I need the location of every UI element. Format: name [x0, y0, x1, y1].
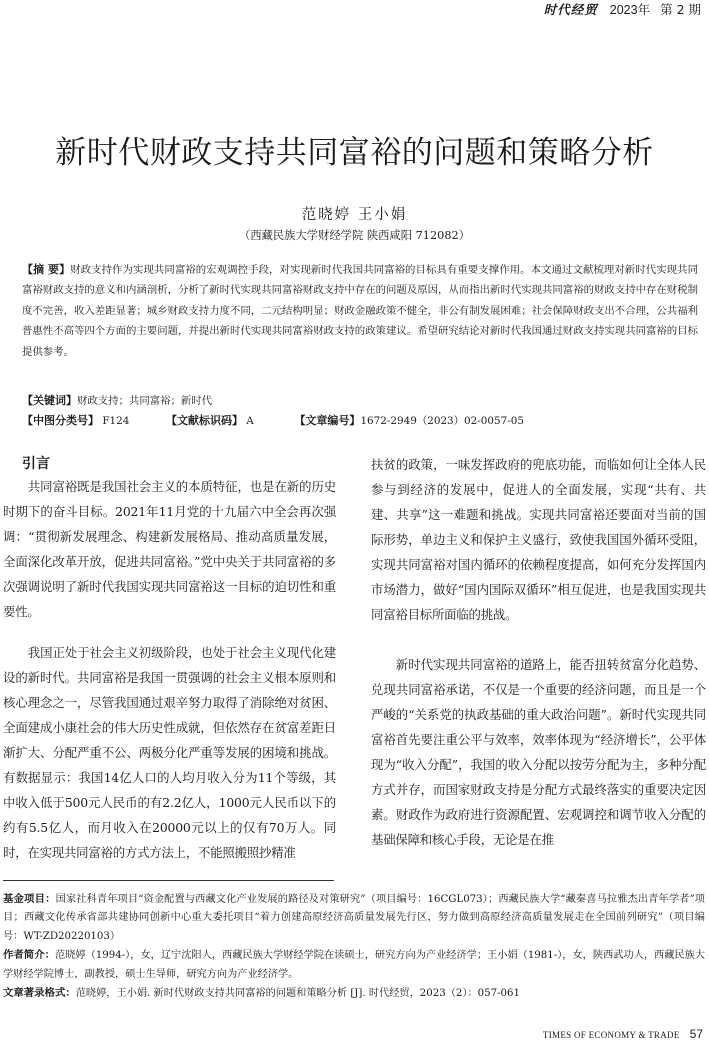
funding-note [3, 890, 705, 946]
abstract-text: 财政支持作为实现共同富裕的宏观调控手段，对实现新时代我国共同富裕的目标具有重要支撑作用。本文通过文献梳理对新时代实现共同富裕财政支持的意义和内涵剖析，分析了新时代实现共同富裕财政支持中存在的问题及原因，从而指出新时代实现共同富裕的财政支持中存在财税制度不完善，收入差距显著；城乡财政支持力度不同，二元结构明显；财政金融政策不健全，非公有制发展困难；社会保障财政支出不合理，公共福利普惠性不高等四个方面的主要问题，并提出新时代实现共同富裕财政支持的政策建议。希望研究结论对新时代我国通过财政支持实现共同富裕的目标提供参考。 [22, 264, 698, 358]
footnotes [3, 890, 705, 1003]
clc-value: F124 [102, 415, 130, 427]
citation-text: 范晓婷，王小娟. 新时代财政支持共同富裕的问题和策略分析 [J]. 时代经贸，2023（2）：057-061 [75, 988, 520, 1000]
left-column [3, 474, 336, 865]
body-paragraph: 我国正处于社会主义初级阶段，也处于社会主义现代化建设的新时代。共同富裕是我国一贯强调的社会主义根本原则和核心理念之一，尽管我国通过艰辛努力取得了消除绝对贫困、全面建成小康社会的伟大历史性成就，但依然存在贫富差距日渐扩大、分配严重不公、两极分化严重等发展的困境和挑战。有数据显示：我国14亿人口的人均月收入分为11个等级，其中收入低于500元人民币的有2.2亿人，1000元人民币以下的约有5.5亿人，而月收入在20000元以上的仅有70万人。同时，在实现共同富裕的方式方法上，不能照搬照抄精准 [3, 645, 336, 860]
author-affiliation: （西藏民族大学财经学院 陕西咸阳 712082） [238, 229, 471, 242]
author-bio-note [3, 946, 705, 984]
journal-issue: 第 2 期 [660, 2, 701, 17]
journal-year: 2023年 [609, 3, 651, 17]
page-footer [543, 1027, 703, 1042]
funding-label: 基金项目： [3, 893, 56, 905]
keywords-text: 财政支持；共同富裕；新时代 [77, 395, 213, 407]
keywords-label: 【关键词】 [22, 394, 77, 407]
author-bio-text: 范晓婷（1994-），女，辽宁沈阳人，西藏民族大学财经学院在读硕士，研究方向为产业经济学；王小娟（1981-），女，陕西武功人，西藏民族大学财经学院博士，副教授，硕士生导师，研究方向为产业经济学。 [3, 950, 706, 980]
article-number-label: 【文章编号】 [294, 414, 361, 427]
funding-text: 国家社科青年项目“资金配置与西藏文化产业发展的路径及对策研究”（项目编号：16CGL073）；西藏民族大学“藏秦喜马拉雅杰出青年学者”项目；西藏文化传承省部共建协同创新中心重大委托项目“着力创建高原经济高质量发展先行区，努力做到高原经济高质量发展走在全国前列研究”（项目编号：WT-ZD20220103） [3, 894, 705, 942]
article-authors: 范晓婷 王小娟 [301, 207, 408, 223]
section-heading: 引言 [22, 456, 50, 472]
journal-name: 时代经贸 [543, 2, 598, 17]
footnote-divider [3, 880, 334, 881]
citation-note [3, 984, 705, 1003]
article-title: 新时代财政支持共同富裕的问题和策略分析 [55, 135, 654, 171]
classification-row [22, 412, 702, 430]
page-number: 57 [689, 1027, 703, 1041]
author-bio-label: 作者简介： [3, 949, 55, 962]
keywords [22, 392, 698, 410]
doc-code-value: A [246, 415, 254, 427]
article-number-value: 1672-2949（2023）02-0057-05 [360, 415, 524, 427]
body-paragraph: 扶贫的政策，一味发挥政府的兜底功能，而临如何让全体人民参与到经济的发展中，促进人的全面发展，实现“共有、共建、共享”这一难题和挑战。实现共同富裕还要面对当前的国际形势，单边主义和保护主义盛行，致使我国国外循环受阻，实现共同富裕对国内循环的依赖程度提高，如何充分发挥国内市场潜力，做好“国内国际双循环”相互促进，也是我国实现共同富裕目标所面临的挑战。 [371, 457, 706, 622]
body-paragraph: 共同富裕既是我国社会主义的本质特征，也是在新的历史时期下的奋斗目标。2021年11月党的十九届六中全会再次强调：“贯彻新发展理念、构建新发展格局、推动高质量发展，全面深化改革开放，促进共同富裕。”党中央关于共同富裕的多次强调说明了新时代我国实现共同富裕这一目标的迫切性和重要性。 [3, 479, 336, 619]
body-paragraph: 新时代实现共同富裕的道路上，能否扭转贫富分化趋势、兑现共同富裕承诺，不仅是一个重要的经济问题，而且是一个严峻的“关系党的执政基础的重大政治问题”。新时代实现共同富裕首先要注重公平与效率，效率体现为“经济增长”，公平体现为“收入分配”，我国的收入分配以按劳分配为主，多种分配方式并存，而国家财政支持是分配方式最终落实的重要决定因素。财政作为政府进行资源配置、宏观调控和调节收入分配的基础保障和核心手段，无论是在推 [371, 657, 706, 847]
running-header [0, 2, 701, 18]
right-column [371, 452, 706, 852]
citation-label: 文章著录格式： [3, 987, 76, 1000]
clc-label: 【中图分类号】 [22, 414, 99, 427]
doc-code-label: 【文献标识码】 [165, 414, 243, 427]
abstract-label: 【摘 要】 [22, 263, 71, 276]
abstract [22, 260, 698, 362]
footer-journal-name: TIMES OF ECONOMY & TRADE [542, 1030, 680, 1040]
